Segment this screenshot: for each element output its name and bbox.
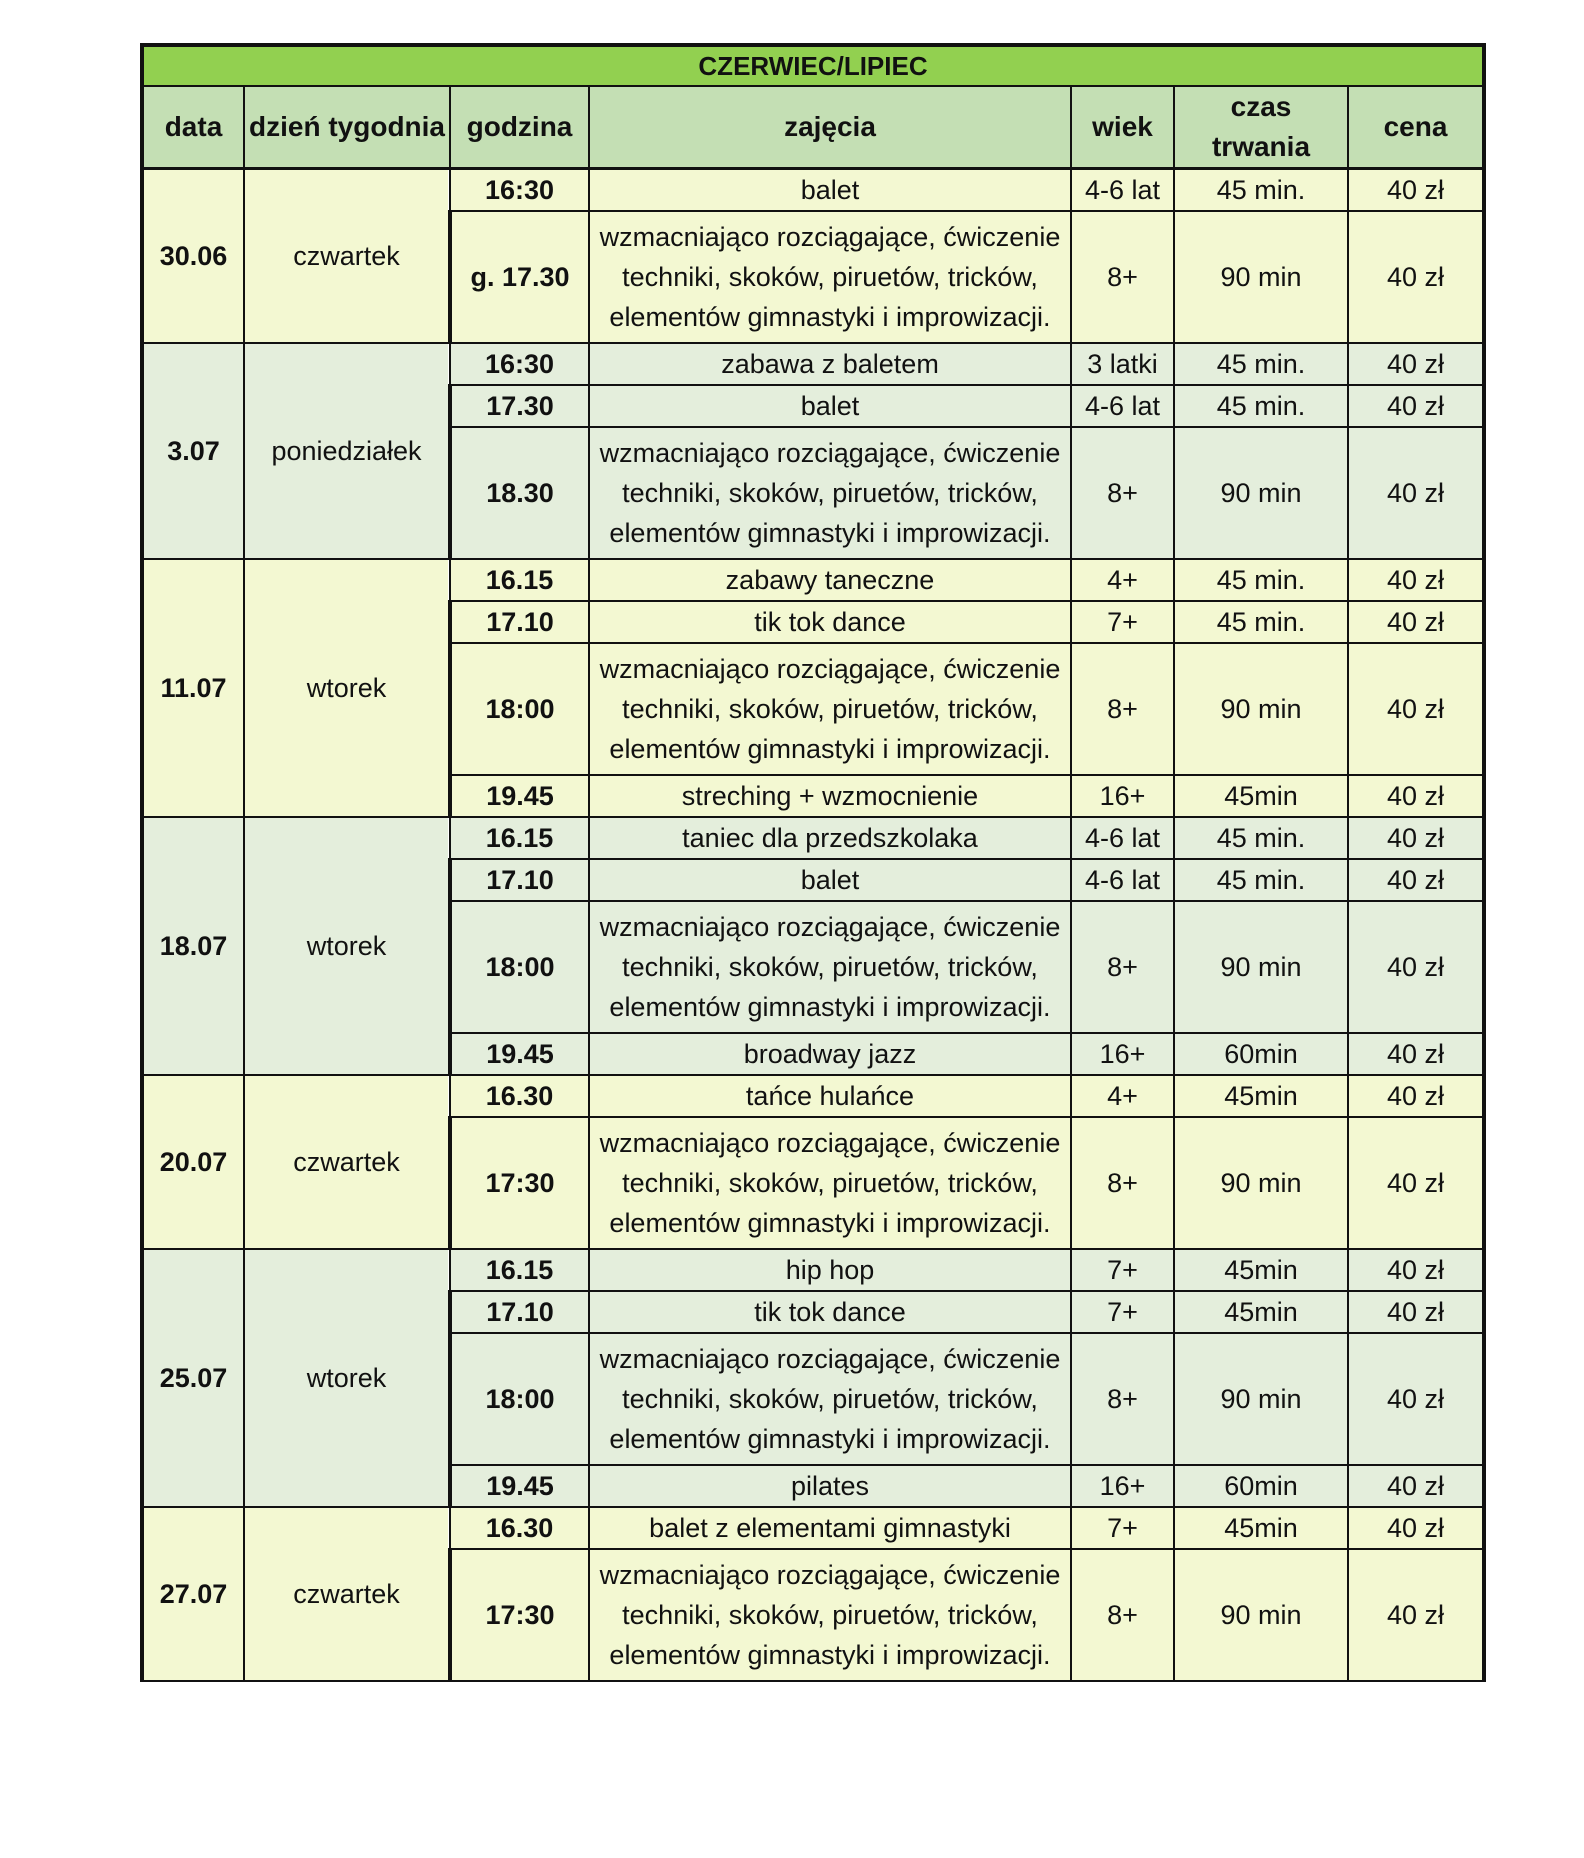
- class-cell: wzmacniająco rozciągające, ćwiczenie techniki, skoków, piruetów, tricków, elementów gimnastyki i improwizacji.: [589, 1333, 1071, 1465]
- weekday-cell: wtorek: [244, 817, 450, 1075]
- age-cell: 16+: [1071, 775, 1174, 817]
- time-cell: 17.10: [450, 601, 589, 643]
- duration-cell: 90 min: [1174, 643, 1348, 775]
- price-cell: 40 zł: [1348, 1117, 1484, 1249]
- column-header-class: zajęcia: [589, 86, 1071, 169]
- price-cell: 40 zł: [1348, 1333, 1484, 1465]
- age-cell: 4-6 lat: [1071, 169, 1174, 212]
- price-cell: 40 zł: [1348, 775, 1484, 817]
- weekday-cell: czwartek: [244, 169, 450, 344]
- time-cell: 17.10: [450, 1291, 589, 1333]
- duration-cell: 90 min: [1174, 211, 1348, 343]
- price-cell: 40 zł: [1348, 211, 1484, 343]
- column-header-weekday: dzień tygodnia: [244, 86, 450, 169]
- time-cell: 16:30: [450, 169, 589, 212]
- price-cell: 40 zł: [1348, 1291, 1484, 1333]
- class-cell: tik tok dance: [589, 601, 1071, 643]
- price-cell: 40 zł: [1348, 1075, 1484, 1117]
- class-cell: hip hop: [589, 1249, 1071, 1291]
- class-cell: taniec dla przedszkolaka: [589, 817, 1071, 859]
- age-cell: 8+: [1071, 1117, 1174, 1249]
- time-cell: 16.15: [450, 817, 589, 859]
- class-cell: zabawy taneczne: [589, 559, 1071, 601]
- weekday-cell: wtorek: [244, 1249, 450, 1507]
- age-cell: 16+: [1071, 1033, 1174, 1075]
- weekday-cell: poniedziałek: [244, 343, 450, 559]
- date-cell: 30.06: [142, 169, 244, 344]
- duration-cell: 45min: [1174, 775, 1348, 817]
- time-cell: 16.30: [450, 1507, 589, 1549]
- class-cell: wzmacniająco rozciągające, ćwiczenie techniki, skoków, piruetów, tricków, elementów gimnastyki i improwizacji.: [589, 901, 1071, 1033]
- duration-cell: 45 min.: [1174, 559, 1348, 601]
- date-cell: 27.07: [142, 1507, 244, 1681]
- table-row: [142, 169, 1484, 212]
- price-cell: 40 zł: [1348, 1549, 1484, 1681]
- duration-cell: 60min: [1174, 1033, 1348, 1075]
- time-cell: 19.45: [450, 1033, 589, 1075]
- weekday-cell: czwartek: [244, 1507, 450, 1681]
- duration-cell: 45min: [1174, 1507, 1348, 1549]
- time-cell: 18:00: [450, 901, 589, 1033]
- class-cell: wzmacniająco rozciągające, ćwiczenie techniki, skoków, piruetów, tricków, elementów gimnastyki i improwizacji.: [589, 211, 1071, 343]
- class-cell: balet: [589, 859, 1071, 901]
- table-row: [142, 559, 1484, 601]
- age-cell: 3 latki: [1071, 343, 1174, 385]
- duration-cell: 90 min: [1174, 427, 1348, 559]
- price-cell: 40 zł: [1348, 859, 1484, 901]
- duration-cell: 90 min: [1174, 1549, 1348, 1681]
- class-cell: balet: [589, 169, 1071, 212]
- price-cell: 40 zł: [1348, 601, 1484, 643]
- time-cell: 16.15: [450, 559, 589, 601]
- class-cell: tańce hulańce: [589, 1075, 1071, 1117]
- duration-cell: 60min: [1174, 1465, 1348, 1507]
- class-cell: wzmacniająco rozciągające, ćwiczenie techniki, skoków, piruetów, tricków, elementów gimnastyki i improwizacji.: [589, 1549, 1071, 1681]
- table-title: CZERWIEC/LIPIEC: [142, 45, 1484, 86]
- table-row: [142, 1507, 1484, 1549]
- price-cell: 40 zł: [1348, 427, 1484, 559]
- price-cell: 40 zł: [1348, 343, 1484, 385]
- time-cell: 16.15: [450, 1249, 589, 1291]
- age-cell: 7+: [1071, 1249, 1174, 1291]
- column-header-time: godzina: [450, 86, 589, 169]
- price-cell: 40 zł: [1348, 559, 1484, 601]
- table-row: [142, 1075, 1484, 1117]
- price-cell: 40 zł: [1348, 1249, 1484, 1291]
- age-cell: 8+: [1071, 901, 1174, 1033]
- duration-cell: 45min: [1174, 1291, 1348, 1333]
- age-cell: 8+: [1071, 1333, 1174, 1465]
- time-cell: 18:00: [450, 1333, 589, 1465]
- class-cell: wzmacniająco rozciągające, ćwiczenie techniki, skoków, piruetów, tricków, elementów gimnastyki i improwizacji.: [589, 643, 1071, 775]
- time-cell: g. 17.30: [450, 211, 589, 343]
- class-cell: wzmacniająco rozciągające, ćwiczenie techniki, skoków, piruetów, tricków, elementów gimnastyki i improwizacji.: [589, 427, 1071, 559]
- class-cell: pilates: [589, 1465, 1071, 1507]
- age-cell: 8+: [1071, 211, 1174, 343]
- date-cell: 20.07: [142, 1075, 244, 1249]
- price-cell: 40 zł: [1348, 901, 1484, 1033]
- class-cell: broadway jazz: [589, 1033, 1071, 1075]
- price-cell: 40 zł: [1348, 169, 1484, 212]
- time-cell: 19.45: [450, 1465, 589, 1507]
- age-cell: 8+: [1071, 643, 1174, 775]
- time-cell: 17.30: [450, 385, 589, 427]
- duration-cell: 45min: [1174, 1249, 1348, 1291]
- time-cell: 17.10: [450, 859, 589, 901]
- age-cell: 4-6 lat: [1071, 859, 1174, 901]
- column-header-price: cena: [1348, 86, 1484, 169]
- duration-cell: 45min: [1174, 1075, 1348, 1117]
- duration-cell: 45 min.: [1174, 169, 1348, 212]
- price-cell: 40 zł: [1348, 1465, 1484, 1507]
- date-cell: 18.07: [142, 817, 244, 1075]
- table-row: [142, 817, 1484, 859]
- duration-cell: 90 min: [1174, 901, 1348, 1033]
- schedule-body: [142, 169, 1484, 1682]
- price-cell: 40 zł: [1348, 1507, 1484, 1549]
- age-cell: 4+: [1071, 559, 1174, 601]
- column-header-age: wiek: [1071, 86, 1174, 169]
- class-cell: tik tok dance: [589, 1291, 1071, 1333]
- duration-cell: 45 min.: [1174, 817, 1348, 859]
- price-cell: 40 zł: [1348, 385, 1484, 427]
- age-cell: 8+: [1071, 427, 1174, 559]
- class-cell: balet: [589, 385, 1071, 427]
- weekday-cell: czwartek: [244, 1075, 450, 1249]
- date-cell: 11.07: [142, 559, 244, 817]
- time-cell: 19.45: [450, 775, 589, 817]
- schedule-table: [140, 43, 1486, 1682]
- price-cell: 40 zł: [1348, 817, 1484, 859]
- class-cell: zabawa z baletem: [589, 343, 1071, 385]
- column-header-date: data: [142, 86, 244, 169]
- time-cell: 16.30: [450, 1075, 589, 1117]
- duration-cell: 90 min: [1174, 1333, 1348, 1465]
- age-cell: 16+: [1071, 1465, 1174, 1507]
- age-cell: 7+: [1071, 1291, 1174, 1333]
- time-cell: 17:30: [450, 1117, 589, 1249]
- time-cell: 16:30: [450, 343, 589, 385]
- age-cell: 4-6 lat: [1071, 385, 1174, 427]
- duration-cell: 45 min.: [1174, 343, 1348, 385]
- price-cell: 40 zł: [1348, 1033, 1484, 1075]
- time-cell: 18.30: [450, 427, 589, 559]
- column-header-duration: czas trwania: [1174, 86, 1348, 169]
- class-cell: streching + wzmocnienie: [589, 775, 1071, 817]
- age-cell: 4+: [1071, 1075, 1174, 1117]
- age-cell: 7+: [1071, 601, 1174, 643]
- class-cell: wzmacniająco rozciągające, ćwiczenie techniki, skoków, piruetów, tricków, elementów gimnastyki i improwizacji.: [589, 1117, 1071, 1249]
- table-row: [142, 1249, 1484, 1291]
- date-cell: 3.07: [142, 343, 244, 559]
- time-cell: 17:30: [450, 1549, 589, 1681]
- weekday-cell: wtorek: [244, 559, 450, 817]
- table-row: [142, 343, 1484, 385]
- duration-cell: 45 min.: [1174, 601, 1348, 643]
- age-cell: 4-6 lat: [1071, 817, 1174, 859]
- duration-cell: 45 min.: [1174, 385, 1348, 427]
- date-cell: 25.07: [142, 1249, 244, 1507]
- age-cell: 8+: [1071, 1549, 1174, 1681]
- age-cell: 7+: [1071, 1507, 1174, 1549]
- class-cell: balet z elementami gimnastyki: [589, 1507, 1071, 1549]
- duration-cell: 90 min: [1174, 1117, 1348, 1249]
- duration-cell: 45 min.: [1174, 859, 1348, 901]
- time-cell: 18:00: [450, 643, 589, 775]
- price-cell: 40 zł: [1348, 643, 1484, 775]
